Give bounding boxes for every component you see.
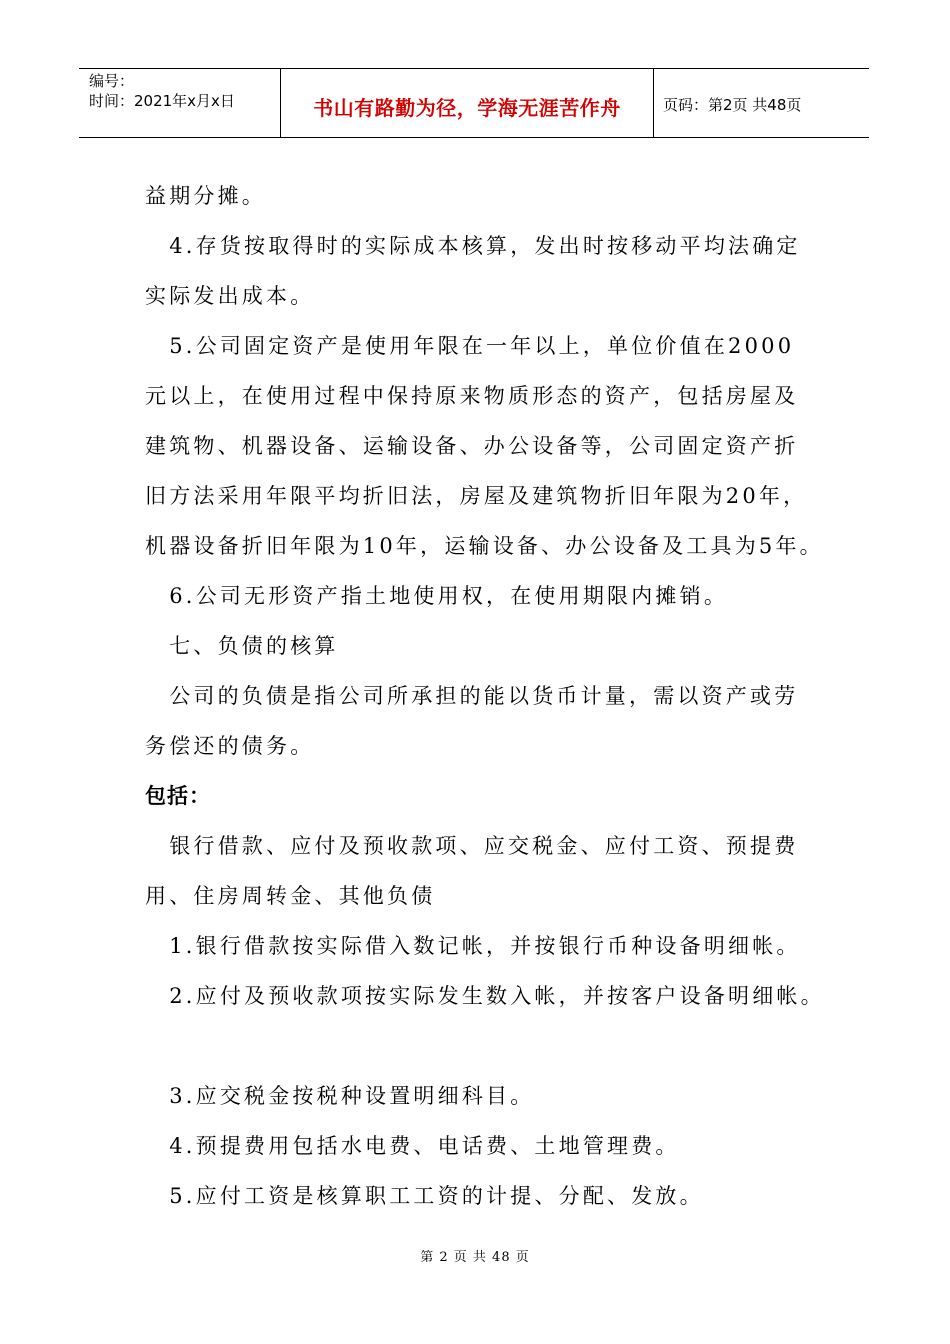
body-line: 机器设备折旧年限为10年，运输设备、办公设备及工具为5年。: [145, 534, 824, 558]
body-line: 建筑物、机器设备、运输设备、办公设备等，公司固定资产折: [145, 434, 799, 458]
body-line: 6.公司无形资产指土地使用权，在使用期限内摊销。: [145, 584, 729, 608]
body-line: 3.应交税金按税种设置明细科目。: [145, 1084, 535, 1108]
bold-subheading: 包括：: [145, 784, 211, 808]
body-line: 益期分摊。: [145, 184, 266, 208]
body-line: 4.存货按取得时的实际成本核算，发出时按移动平均法确定: [145, 234, 801, 258]
body-line: 1.银行借款按实际借入数记帐，并按银行币种设备明细帐。: [145, 934, 801, 958]
page-header: [79, 68, 869, 138]
body-line: 用、住房周转金、其他负债: [145, 884, 436, 908]
page-footer: 第 2 页 共 48 页: [420, 1250, 530, 1265]
body-line: 5.公司固定资产是使用年限在一年以上，单位价值在2000: [145, 334, 795, 358]
body-line: 4.预提费用包括水电费、电话费、土地管理费。: [145, 1134, 680, 1158]
body-line: 银行借款、应付及预收款项、应交税金、应付工资、预提费: [145, 834, 799, 858]
body-line: 旧方法采用年限平均折旧法，房屋及建筑物折旧年限为20年，: [145, 484, 808, 508]
header-page-info: 页码：第2页 共48页: [663, 96, 802, 114]
section-heading: 七、负债的核算: [145, 634, 339, 658]
body-line: 2.应付及预收款项按实际发生数入帐，并按客户设备明细帐。: [145, 984, 825, 1008]
document-date-label: 时间：2021年x月x日: [89, 92, 235, 110]
header-page-cell: [653, 69, 869, 137]
document-number-label: 编号：: [89, 72, 135, 90]
body-line: 5.应付工资是核算职工工资的计提、分配、发放。: [145, 1184, 704, 1208]
header-meta-cell: [79, 69, 279, 137]
body-line: 公司的负债是指公司所承担的能以货币计量，需以资产或劳: [145, 684, 799, 708]
header-motto-cell: [280, 69, 654, 137]
body-line: 务偿还的债务。: [145, 734, 315, 758]
header-motto: 书山有路勤为径，学海无涯苦作舟: [313, 96, 621, 120]
body-line: 元以上，在使用过程中保持原来物质形态的资产，包括房屋及: [145, 384, 799, 408]
body-line: 实际发出成本。: [145, 284, 315, 308]
